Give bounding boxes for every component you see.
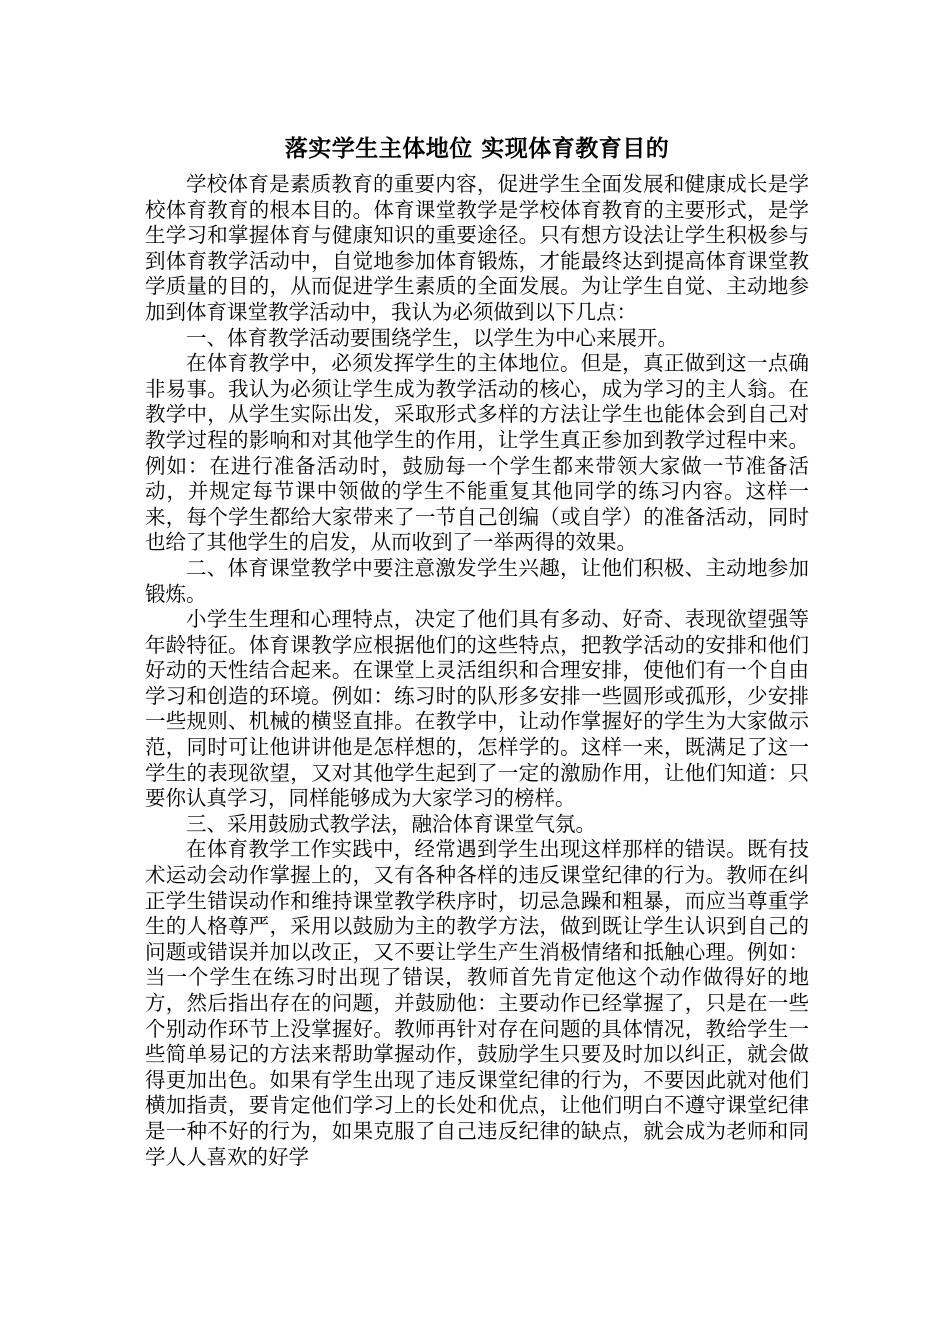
section-heading-1: 一、体育教学活动要围绕学生，以学生为中心来展开。: [186, 325, 678, 350]
paragraph-section-1: 在体育教学中，必须发挥学生的主体地位。但是，真正做到这一点确非易事。我认为必须让学生成为教学活动的核心，成为学习的主人翁。在教学中，从学生实际出发，采取形式多样的方法让学生也能体会到自己对教学过程的影响和对其他学生的作用，让学生真正参加到教学过程中来。例如：在进行准备活动时，鼓励每一个学生都来带领大家做一节准备活动，并规定每节课中领做的学生不能重复其他同学的练习内容。这样一来，每个学生都给大家带来了一节自己创编（或自学）的准备活动，同时也给了其他学生的启发，从而收到了一举两得的效果。: [145, 351, 809, 555]
document-title: 落实学生主体地位 实现体育教育目的: [284, 136, 670, 162]
document-page: [145, 132, 809, 1170]
paragraph-intro: 学校体育是素质教育的重要内容，促进学生全面发展和健康成长是学校体育教育的根本目的。体育课堂教学是学校体育教育的主要形式，是学生学习和掌握体育与健康知识的重要途径。只有想方设法让学生积极参与到体育教学活动中，自觉地参加体育锻炼，才能最终达到提高体育课堂教学质量的目的，从而促进学生素质的全面发展。为让学生自觉、主动地参加到体育课堂教学活动中，我认为必须做到以下几点：: [145, 172, 809, 324]
paragraph-section-3: 在体育教学工作实践中，经常遇到学生出现这样那样的错误。既有技术运动会动作掌握上的，又有各种各样的违反课堂纪律的行为。教师在纠正学生错误动作和维持课堂教学秩序时，切忌急躁和粗暴，而应当尊重学生的人格尊严，采用以鼓励为主的教学方法，做到既让学生认识到自己的问题或错误并加以改正，又不要让学生产生消极情绪和抵触心理。例如：当一个学生在练习时出现了错误，教师首先肯定他这个动作做得好的地方，然后指出存在的问题，并鼓励他：主要动作已经掌握了，只是在一些个别动作环节上没掌握好。教师再针对存在问题的具体情况，教给学生一些简单易记的方法来帮助掌握动作，鼓励学生只要及时加以纠正，就会做得更加出色。如果有学生出现了违反课堂纪律的行为，不要因此就对他们横加指责，要肯定他们学习上的长处和优点，让他们明白不遵守课堂纪律是一种不好的行为，如果克服了自己违反纪律的缺点，就会成为老师和同学人人喜欢的好学: [145, 837, 809, 1169]
section-heading-3: 三、采用鼓励式教学法，融洽体育课堂气氛。: [186, 811, 596, 836]
section-heading-2: 二、体育课堂教学中要注意激发学生兴趣，让他们积极、主动地参加锻炼。: [145, 555, 809, 606]
paragraph-section-2: 小学生生理和心理特点，决定了他们具有多动、好奇、表现欲望强等年龄特征。体育课教学应根据他们的这些特点，把教学活动的安排和他们好动的天性结合起来。在课堂上灵活组织和合理安排，使他们有一个自由学习和创造的环境。例如：练习时的队形多安排一些圆形或孤形，少安排一些规则、机械的横竖直排。在教学中，让动作掌握好的学生为大家做示范，同时可让他讲讲他是怎样想的，怎样学的。这样一来，既满足了这一学生的表现欲望，又对其他学生起到了一定的激励作用，让他们知道：只要你认真学习，同样能够成为大家学习的榜样。: [145, 607, 809, 811]
